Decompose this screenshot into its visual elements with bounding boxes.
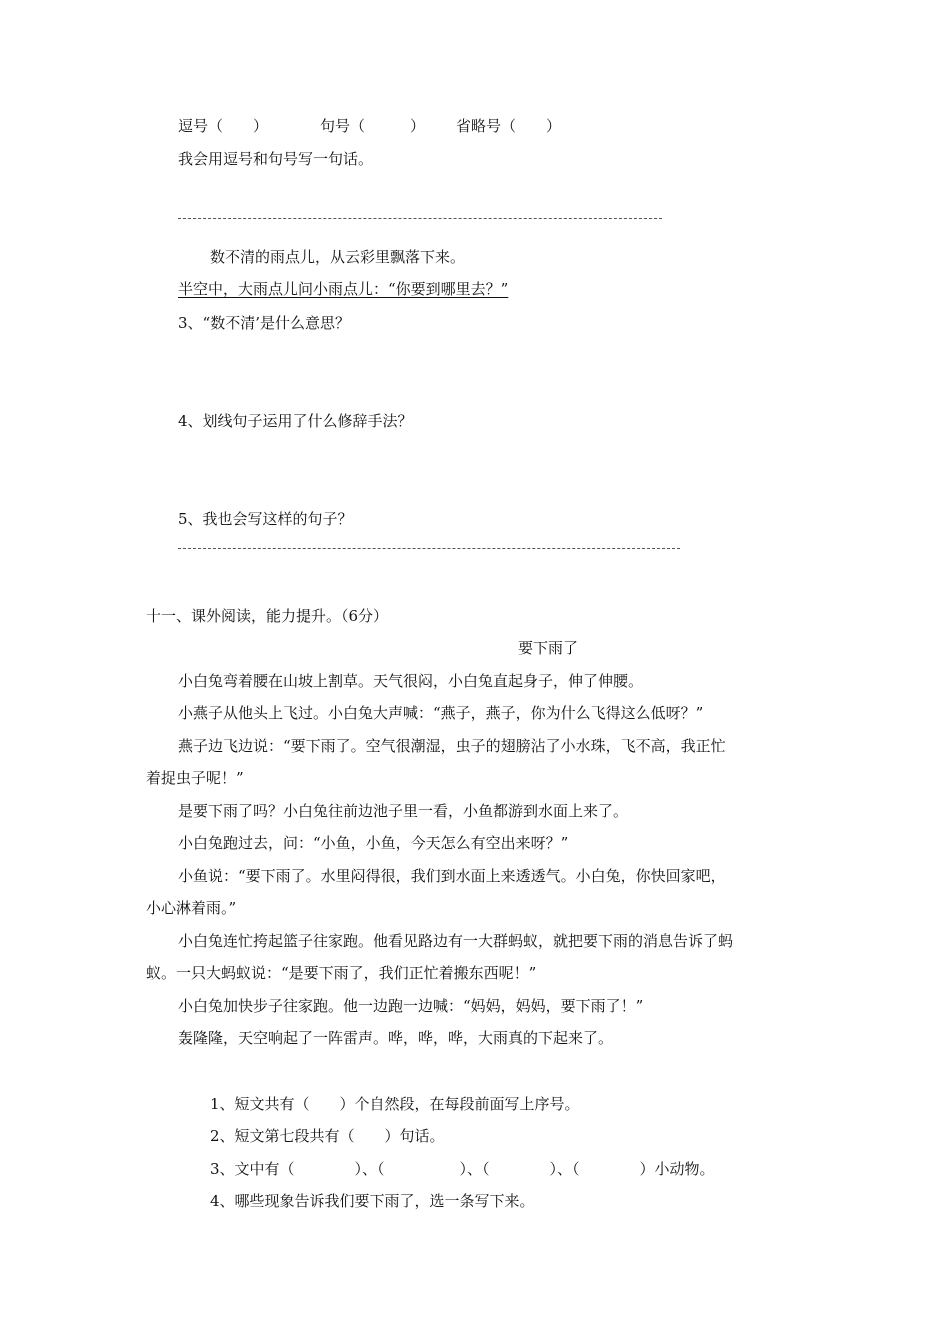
story-paragraph: 小燕子从他头上飞过。小白兔大声喊：“燕子，燕子，你为什么飞得这么低呀？”: [178, 704, 704, 722]
story-paragraph: 小鱼说：“要下雨了。水里闷得很，我们到水面上来透透气。小白兔，你快回家吧，: [178, 867, 726, 885]
story-paragraph: 小白兔加快步子往家跑。他一边跑一边喊：“妈妈，妈妈，要下雨了！”: [178, 997, 644, 1015]
comma-blank: 逗号（ ）: [178, 117, 269, 135]
question-4: 4、划线句子运用了什么修辞手法？: [178, 412, 413, 430]
question-5: 5、我也会写这样的句子？: [178, 510, 353, 528]
ellipsis-blank: 省略号（ ）: [456, 117, 562, 135]
story-paragraph-cont: 蚁。一只大蚂蚁说：“是要下雨了，我们正忙着搬东西呢！”: [146, 964, 537, 982]
write-sentence-prompt: 我会用逗号和句号写一句话。: [178, 150, 374, 168]
section-11-heading: 十一、课外阅读，能力提升。（6分）: [146, 607, 389, 625]
period-blank: 句号（ ）: [320, 117, 426, 135]
story-paragraph-cont: 着捉虫子呢！”: [146, 769, 244, 787]
story-paragraph: 小白兔弯着腰在山坡上割草。天气很闷，小白兔直起身子，伸了伸腰。: [178, 672, 644, 690]
poem-line-1: 数不清的雨点儿，从云彩里飘落下来。: [210, 248, 466, 266]
reading-question-2: 2、短文第七段共有（ ）句话。: [210, 1127, 445, 1145]
answer-line: [178, 218, 662, 219]
reading-question-4: 4、哪些现象告诉我们要下雨了，选一条写下来。: [210, 1192, 535, 1210]
question-3: 3、“数不清’是什么意思？: [178, 314, 350, 332]
story-paragraph: 小白兔连忙挎起篮子往家跑。他看见路边有一大群蚂蚁，就把要下雨的消息告诉了蚂: [178, 932, 734, 950]
story-title: 要下雨了: [518, 639, 579, 657]
story-paragraph: 轰隆隆，天空响起了一阵雷声。哗，哗，哗，大雨真的下起来了。: [178, 1029, 614, 1047]
answer-line: [178, 548, 680, 549]
story-paragraph-cont: 小心淋着雨。”: [146, 899, 237, 917]
reading-question-3: 3、文中有（ ）、（ ）、（ ）、（ ）小动物。: [210, 1160, 715, 1178]
story-paragraph: 小白兔跑过去，问：“小鱼，小鱼，今天怎么有空出来呀？”: [178, 834, 569, 852]
story-paragraph: 燕子边飞边说：“要下雨了。空气很潮湿，虫子的翅膀沾了小水珠，飞不高，我正忙: [178, 737, 726, 755]
poem-line-2-underlined: 半空中，大雨点儿问小雨点儿：“你要到哪里去？”: [178, 280, 509, 298]
story-paragraph: 是要下雨了吗？小白兔往前边池子里一看，小鱼都游到水面上来了。: [178, 802, 629, 820]
reading-question-1: 1、短文共有（ ）个自然段，在每段前面写上序号。: [210, 1095, 580, 1113]
